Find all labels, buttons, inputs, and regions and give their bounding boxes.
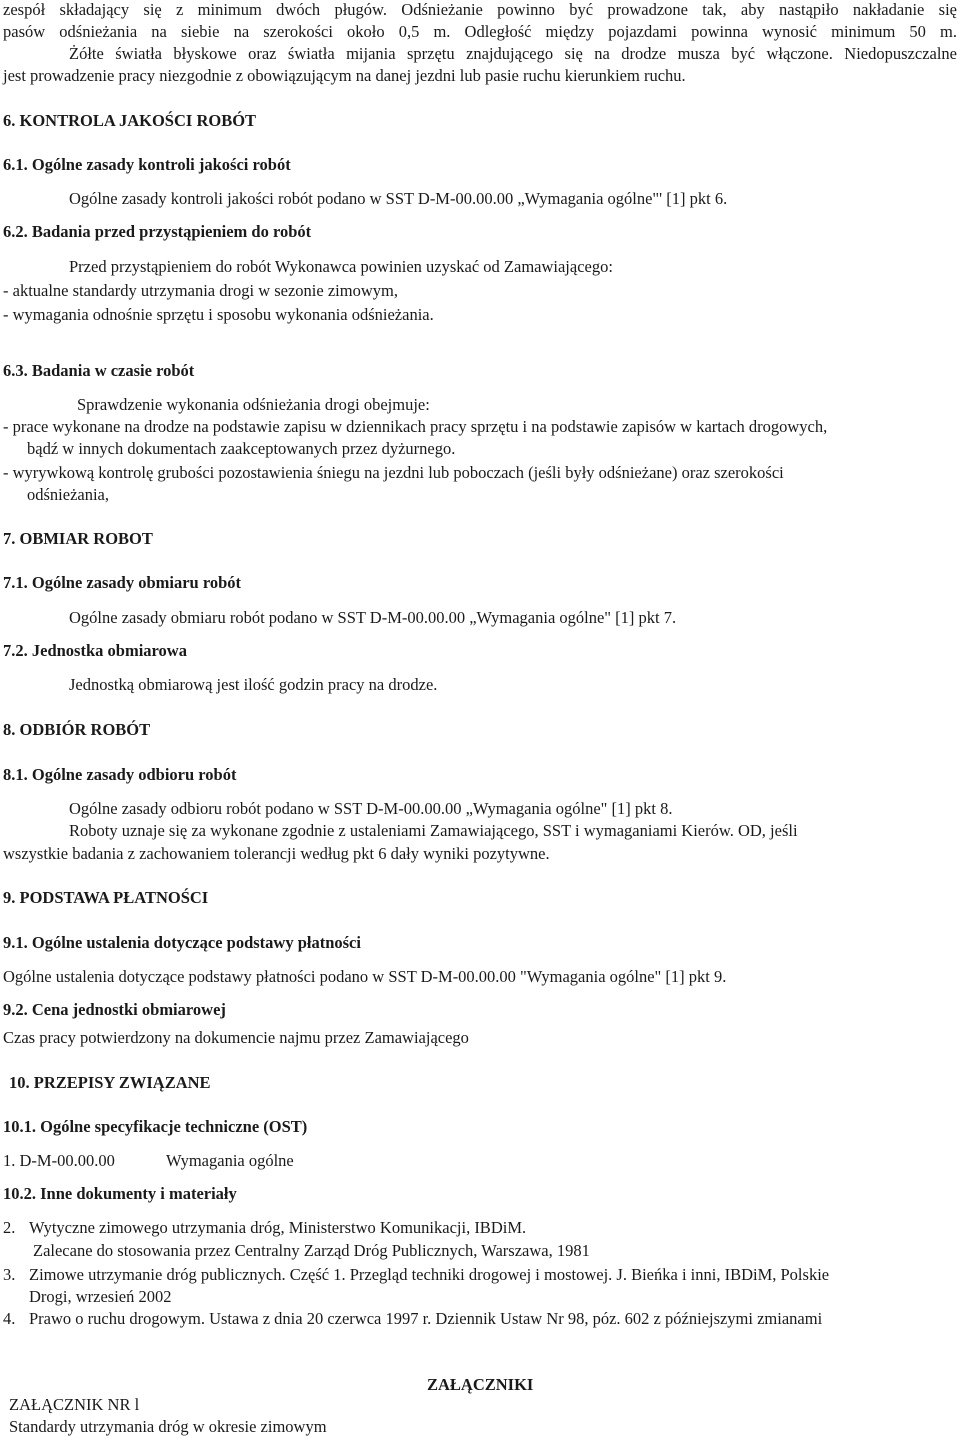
intro-line-2: pasów odśnieżania na siebie na szerokości około 0,5 m. Odległość między pojazdami powinna wynosić minimum 50 m. (3, 22, 957, 41)
reference-4-number: 4. (3, 1309, 16, 1328)
section-9-1-heading: 9.1. Ogólne ustalenia dotyczące podstawy płatności (3, 933, 361, 952)
section-10-1-item-number: 1. D-M-00.00.00 (3, 1151, 115, 1170)
section-6-1-text: Ogólne zasady kontroli jakości robót podano w SST D-M-00.00.00 „Wymagania ogólne"' [1] pkt 6. (69, 189, 728, 208)
reference-2-number: 2. (3, 1218, 16, 1237)
intro-line-1: zespół składający się z minimum dwóch pługów. Odśnieżanie powinno być prowadzone tak, aby nastąpiło nakładanie się (3, 0, 957, 19)
section-8-1-text-2: Roboty uznaje się za wykonane zgodnie z ustaleniami Zamawiającego, SST i wymaganiami Kierów. OD, jeśli (69, 821, 798, 840)
section-7-2-text: Jednostką obmiarową jest ilość godzin pracy na drodze. (69, 675, 438, 694)
section-6-3-item-2: - wyrywkową kontrolę grubości pozostawienia śniegu na jezdni lub poboczach (jeśli były odśnieżane) oraz szerokości (3, 463, 784, 482)
attachment-title: Standardy utrzymania dróg w okresie zimowym (9, 1417, 327, 1436)
reference-3-line-2: Drogi, wrzesień 2002 (29, 1287, 172, 1306)
reference-3-line-1: Zimowe utrzymanie dróg publicznych. Część 1. Przegląd techniki drogowej i mostowej. J. Bieńka i inni, IBDiM, Polskie (29, 1265, 830, 1284)
section-7-1-text: Ogólne zasady obmiaru robót podano w SST D-M-00.00.00 „Wymagania ogólne" [1] pkt 7. (69, 608, 677, 627)
section-7-heading: 7. OBMIAR ROBOT (3, 529, 153, 548)
section-10-2-heading: 10.2. Inne dokumenty i materiały (3, 1184, 237, 1203)
section-6-2-item-2: - wymagania odnośnie sprzętu i sposobu wykonania odśnieżania. (3, 305, 434, 324)
section-9-2-heading: 9.2. Cena jednostki obmiarowej (3, 1000, 226, 1019)
section-6-2-text: Przed przystąpieniem do robót Wykonawca powinien uzyskać od Zamawiającego: (69, 257, 613, 276)
reference-4-line-1: Prawo o ruchu drogowym. Ustawa z dnia 20 czerwca 1997 r. Dziennik Ustaw Nr 98, póz. 602 z późniejszymi zmianami (29, 1309, 823, 1328)
section-6-heading: 6. KONTROLA JAKOŚCI ROBÓT (3, 111, 257, 130)
intro-line-4: jest prowadzenie pracy niezgodnie z obowiązującym na danej jezdni lub pasie ruchu kierunkiem ruchu. (3, 66, 686, 85)
section-7-2-heading: 7.2. Jednostka obmiarowa (3, 641, 187, 660)
section-6-2-heading: 6.2. Badania przed przystąpieniem do robót (3, 222, 312, 241)
section-10-heading: 10. PRZEPISY ZWIĄZANE (9, 1073, 211, 1092)
section-10-1-heading: 10.1. Ogólne specyfikacje techniczne (OST) (3, 1117, 308, 1136)
section-8-1-text-1: Ogólne zasady odbioru robót podano w SST D-M-00.00.00 „Wymagania ogólne" [1] pkt 8. (69, 799, 673, 818)
section-7-1-heading: 7.1. Ogólne zasady obmiaru robót (3, 573, 242, 592)
section-6-3-item-1-cont: bądź w innych dokumentach zaakceptowanych przez dyżurnego. (27, 439, 456, 458)
reference-2-line-2: Zalecane do stosowania przez Centralny Zarząd Dróg Publicznych, Warszawa, 1981 (33, 1241, 590, 1260)
section-8-heading: 8. ODBIÓR ROBÓT (3, 720, 151, 739)
section-6-3-heading: 6.3. Badania w czasie robót (3, 361, 195, 380)
reference-3-number: 3. (3, 1265, 16, 1284)
section-6-1-heading: 6.1. Ogólne zasady kontroli jakości robót (3, 155, 291, 174)
section-10-1-item-text: Wymagania ogólne (166, 1151, 294, 1170)
section-6-2-item-1: - aktualne standardy utrzymania drogi w sezonie zimowym, (3, 281, 398, 300)
section-6-3-item-1: - prace wykonane na drodze na podstawie zapisu w dziennikach pracy sprzętu i na podstawie zapisów w kartach drogowych, (3, 417, 828, 436)
intro-line-3: Żółte światła błyskowe oraz światła mijania sprzętu znajdującego się na drodze musza być włączone. Niedopuszczalne (69, 44, 957, 63)
section-8-1-text-3: wszystkie badania z zachowaniem tolerancji według pkt 6 dały wyniki pozytywne. (3, 844, 550, 863)
section-9-1-text: Ogólne ustalenia dotyczące podstawy płatności podano w SST D-M-00.00.00 "Wymagania ogólne" [1] pkt 9. (3, 967, 727, 986)
attachments-heading: ZAŁĄCZNIKI (427, 1375, 534, 1394)
section-6-3-text: Sprawdzenie wykonania odśnieżania drogi obejmuje: (77, 395, 430, 414)
section-9-2-text: Czas pracy potwierdzony na dokumencie najmu przez Zamawiającego (3, 1028, 469, 1047)
reference-2-line-1: Wytyczne zimowego utrzymania dróg, Ministerstwo Komunikacji, IBDiM. (29, 1218, 527, 1237)
section-9-heading: 9. PODSTAWA PŁATNOŚCI (3, 888, 209, 907)
section-6-3-item-2-cont: odśnieżania, (27, 485, 110, 504)
section-8-1-heading: 8.1. Ogólne zasady odbioru robót (3, 765, 237, 784)
attachment-number: ZAŁĄCZNIK NR l (9, 1395, 140, 1414)
